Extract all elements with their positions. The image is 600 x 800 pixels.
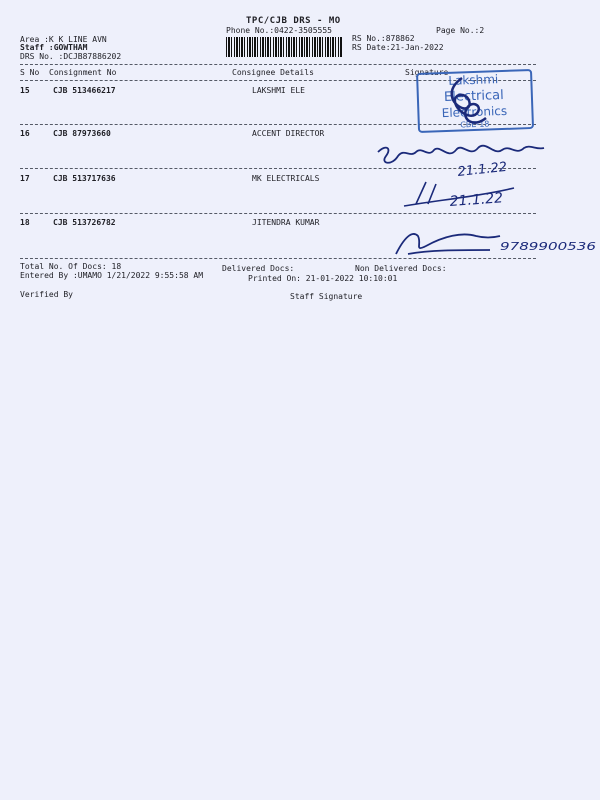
- verified-by: Verified By: [20, 290, 73, 299]
- drs-number: DRS No. :DCJB87886202: [20, 52, 122, 61]
- staff-signature-label: Staff Signature: [290, 292, 363, 301]
- column-consignment: Consignment No: [49, 68, 117, 77]
- rs-number: RS No.:878862: [352, 34, 415, 43]
- signature-row-15: [452, 78, 486, 123]
- divider: [20, 64, 536, 65]
- staff-label: Staff :GOWTHAM: [20, 43, 88, 52]
- rs-date: RS Date:21-Jan-2022: [352, 43, 444, 52]
- divider: [20, 258, 536, 259]
- handwritten-phone: 9789900536: [500, 240, 596, 253]
- signature-row-17: [404, 182, 514, 206]
- row-consignment: CJB 513726782: [53, 218, 116, 227]
- row-consignee: ACCENT DIRECTOR: [252, 129, 325, 138]
- row-consignment: CJB 87973660: [53, 129, 111, 138]
- phone-number: Phone No.:0422-3505555: [226, 26, 332, 35]
- total-docs: Total No. Of Docs: 18: [20, 262, 122, 271]
- document-title: TPC/CJB DRS - MO: [246, 16, 341, 26]
- handwritten-date: 21.1.22: [449, 190, 504, 210]
- barcode: [226, 37, 342, 57]
- row-sno: 18: [20, 218, 30, 227]
- delivered-docs: Delivered Docs:: [222, 264, 295, 273]
- row-consignment: CJB 513717636: [53, 174, 116, 183]
- entered-by: Entered By :UMAMO 1/21/2022 9:55:58 AM: [20, 271, 204, 280]
- row-sno: 17: [20, 174, 30, 183]
- handwritten-date: 21.1.22: [456, 159, 508, 180]
- stamp-line: Electronics: [441, 103, 508, 121]
- column-signature: Signature: [405, 68, 449, 77]
- stamp-line: Lakshmi: [448, 72, 499, 88]
- row-consignee: LAKSHMI ELE: [252, 86, 305, 95]
- divider: [20, 80, 536, 81]
- non-delivered-docs: Non Delivered Docs:: [355, 264, 447, 273]
- row-sno: 15: [20, 86, 30, 95]
- column-consignee: Consignee Details: [232, 68, 314, 77]
- divider: [20, 124, 536, 125]
- stamp-line: CBE-18: [460, 119, 490, 130]
- stamp-line: Electrical: [443, 87, 505, 106]
- signature-row-18: [396, 234, 500, 254]
- area-label: Area :K K LINE AVN: [20, 35, 107, 44]
- printed-on: Printed On: 21-01-2022 10:10:01: [248, 274, 398, 283]
- row-consignee: JITENDRA KUMAR: [252, 218, 320, 227]
- row-consignment: CJB 513466217: [53, 86, 116, 95]
- page-number: Page No.:2: [436, 26, 485, 35]
- divider: [20, 168, 536, 169]
- divider: [20, 213, 536, 214]
- row-consignee: MK ELECTRICALS: [252, 174, 320, 183]
- row-sno: 16: [20, 129, 30, 138]
- signature-row-16: [378, 146, 544, 163]
- column-sno: S No: [20, 68, 40, 77]
